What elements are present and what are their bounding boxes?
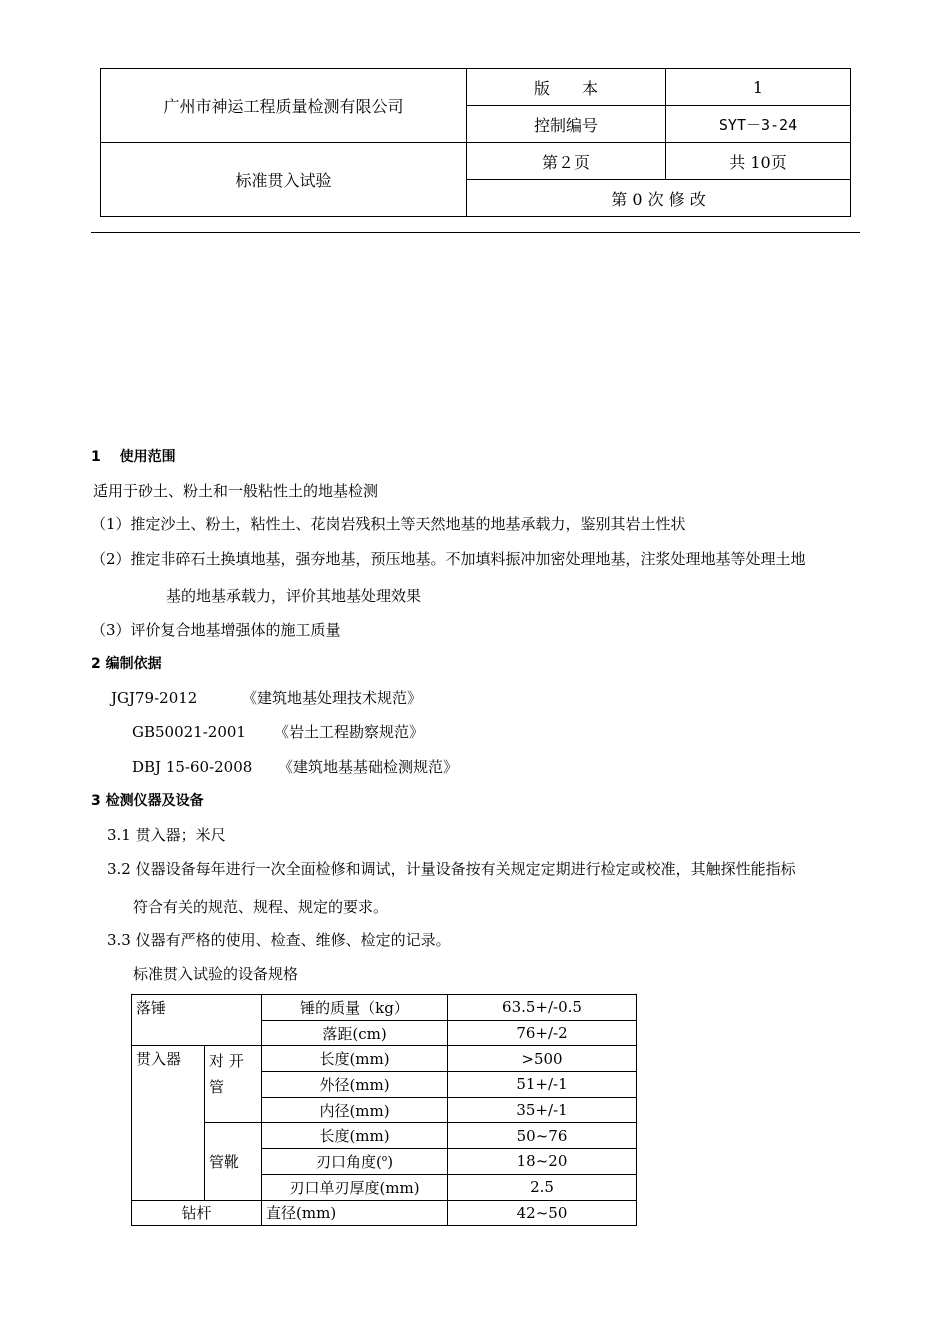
outer-diameter-label: 外径(mm) — [262, 1072, 448, 1098]
ref-3-code: DBJ 15-60-2008 — [132, 758, 253, 776]
section-3-1: 3.1 贯入器；米尺 — [107, 826, 226, 844]
table-row — [132, 1123, 637, 1149]
section-1-item-2-cont: 基的地基承载力，评价其地基处理效果 — [166, 587, 422, 605]
page-number: 第２页 — [467, 143, 666, 180]
drop-height-value: 76+/-2 — [448, 1020, 637, 1046]
equipment-spec-table — [131, 994, 637, 1226]
company-name: 广州市神运工程质量检测有限公司 — [101, 69, 467, 143]
section-1-intro: 适用于砂土、粉土和一般粘性土的地基检测 — [93, 482, 379, 500]
outer-diameter-value: 51+/-1 — [448, 1072, 637, 1098]
drop-height-label: 落距(cm) — [262, 1020, 448, 1046]
inner-diameter-label: 内径(mm) — [262, 1097, 448, 1123]
ref-1-code: JGJ79-2012 — [111, 689, 198, 707]
section-3-2: 3.2 仪器设备每年进行一次全面检修和调试，计量设备按有关规定定期进行检定或校准，其触探性能指标 — [107, 860, 796, 878]
total-pages: 共 10页 — [666, 143, 851, 180]
edge-angle-value: 18~20 — [448, 1149, 637, 1175]
rod-cell: 钻杆 — [132, 1200, 262, 1226]
hammer-mass-value: 63.5+/-0.5 — [448, 995, 637, 1021]
table-row — [132, 1200, 637, 1226]
edge-thickness-label: 刃口单刃厚度(mm) — [262, 1174, 448, 1200]
section-1-item-3: （3）评价复合地基增强体的施工质量 — [91, 621, 341, 639]
header-divider — [91, 232, 860, 233]
rod-diameter-label: 直径(mm) — [262, 1200, 448, 1226]
edge-angle-label: 刃口角度($^o$) — [262, 1149, 448, 1175]
ref-1-name: 《建筑地基处理技术规范》 — [242, 689, 423, 707]
section-3-2-cont: 符合有关的规范、规程、规定的要求。 — [133, 898, 389, 916]
shoe-length-value: 50~76 — [448, 1123, 637, 1149]
shoe-length-label: 长度(mm) — [262, 1123, 448, 1149]
table-row — [132, 1046, 637, 1072]
section-1-item-1: （1）推定沙土、粉土，粘性土、花岗岩残积土等天然地基的地基承载力，鉴别其岩土性状 — [91, 515, 686, 533]
hammer-cell: 落锤 — [132, 995, 262, 1046]
ref-2-name: 《岩土工程勘察规范》 — [274, 723, 425, 741]
document-title: 标准贯入试验 — [101, 143, 467, 217]
split-tube-cell: 对 开 管 — [205, 1046, 262, 1123]
split-length-value: >500 — [448, 1046, 637, 1072]
ref-2-code: GB50021-2001 — [132, 723, 246, 741]
control-number-value: SYT－3-24 — [666, 106, 851, 143]
revision-number: 第 0 次 修 改 — [467, 180, 851, 217]
version-label: 版 本 — [467, 69, 666, 106]
inner-diameter-value: 35+/-1 — [448, 1097, 637, 1123]
table-row — [132, 995, 637, 1021]
version-value: 1 — [666, 69, 851, 106]
control-number-label: 控制编号 — [467, 106, 666, 143]
table-caption: 标准贯入试验的设备规格 — [133, 965, 299, 983]
ref-3-name: 《建筑地基基础检测规范》 — [278, 758, 459, 776]
rod-diameter-value: 42~50 — [448, 1200, 637, 1226]
section-3-3: 3.3 仪器有严格的使用、检查、维修、检定的记录。 — [107, 931, 451, 949]
edge-thickness-value: 2.5 — [448, 1174, 637, 1200]
split-length-label: 长度(mm) — [262, 1046, 448, 1072]
section-2-title: 2 编制依据 — [91, 656, 162, 672]
hammer-mass-label: 锤的质量（kg） — [262, 995, 448, 1021]
section-3-title: 3 检测仪器及设备 — [91, 793, 204, 809]
section-1-item-2: （2）推定非碎石土换填地基，强夯地基，预压地基。不加填料振冲加密处理地基，注浆处理地基等处理土地 — [91, 550, 806, 568]
section-1-title: 1 使用范围 — [91, 449, 176, 465]
sampler-cell: 贯入器 — [132, 1046, 205, 1200]
shoe-cell: 管靴 — [205, 1123, 262, 1200]
document-header-table — [100, 68, 851, 217]
